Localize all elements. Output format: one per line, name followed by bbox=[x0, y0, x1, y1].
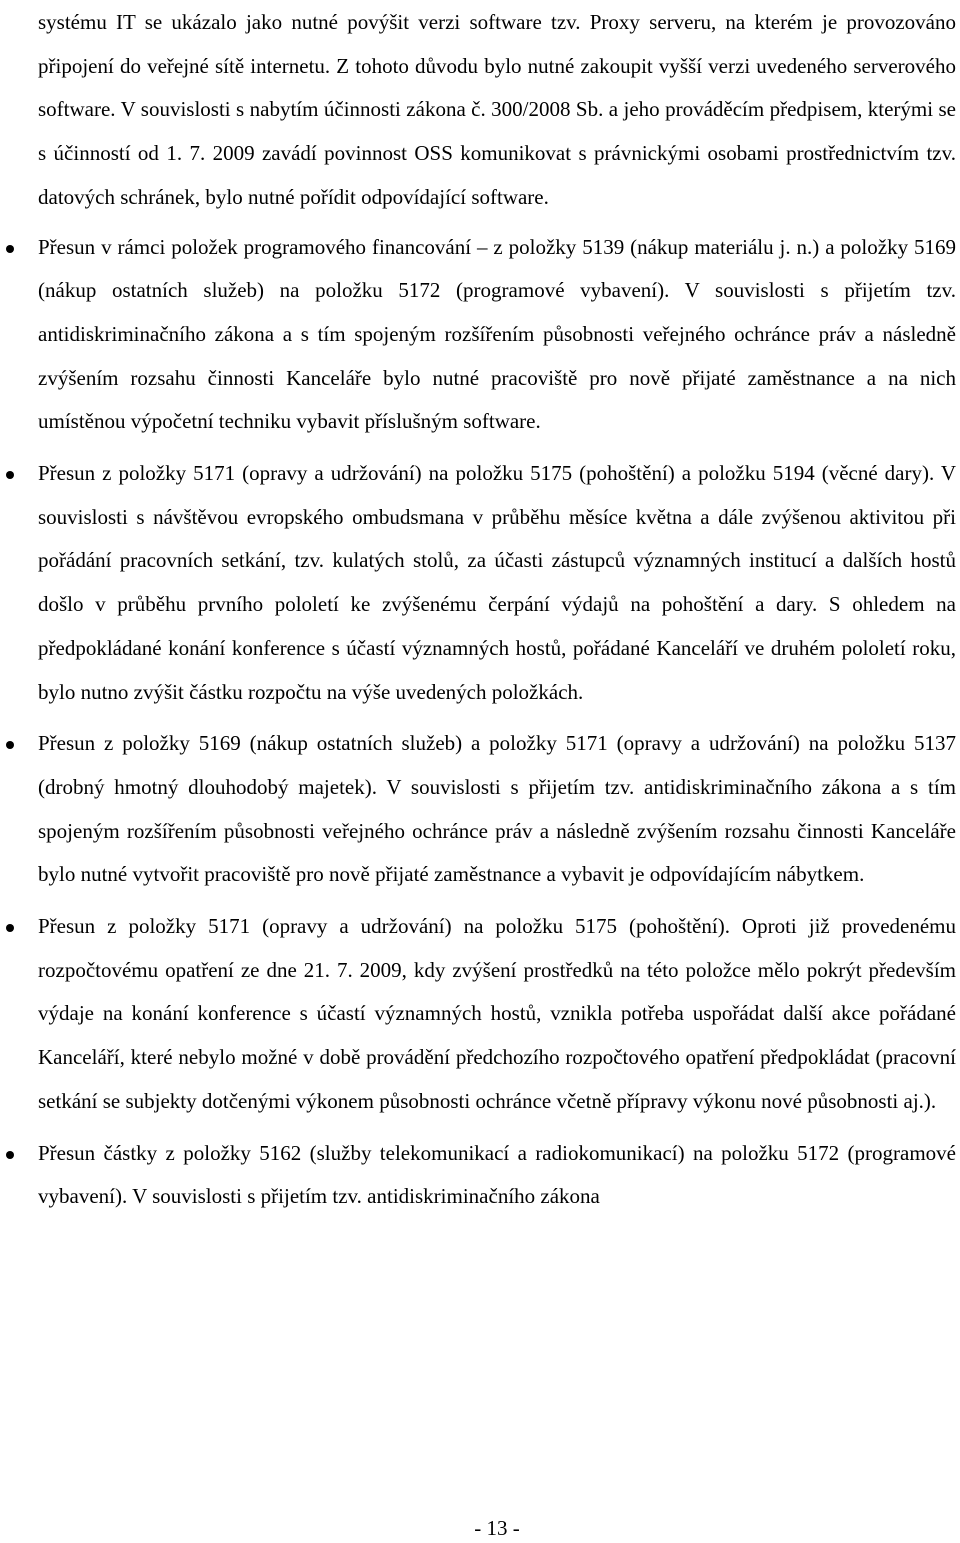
bullet-icon bbox=[6, 471, 14, 479]
bullet-icon bbox=[6, 741, 14, 749]
document-page bbox=[38, 0, 956, 1543]
page-number: - 13 - bbox=[474, 1516, 520, 1540]
bullet-item-2 bbox=[38, 452, 956, 714]
bullet-text: Přesun z položky 5171 (opravy a udržování) na položku 5175 (pohoštění). Oproti již provedenému rozpočtovému opatření ze dne 21. 7. 2009, kdy zvýšení prostředků na této položce mělo pokrýt především výdaje na konání konference s účastí významných hostů, vznikla potřeba uspořádat další akce pořádané Kanceláří, které nebylo možné v době provádění předchozího rozpočtového opatření předpokládat (pracovní setkání se subjekty dotčenými výkonem působnosti ochránce včetně přípravy výkonu nové působnosti aj.). bbox=[38, 914, 956, 1113]
bullet-item-1 bbox=[38, 226, 956, 445]
continuation-paragraph: systému IT se ukázalo jako nutné povýšit verzi software tzv. Proxy serveru, na kterém je provozováno připojení do veřejné sítě internetu. Z tohoto důvodu bylo nutné zakoupit vyšší verzi uvedeného serverového software. V souvislosti s nabytím účinnosti zákona č. 300/2008 Sb. a jeho prováděcím předpisem, kterými se s účinností od 1. 7. 2009 zavádí povinnost OSS komunikovat s právnickými osobami prostřednictvím tzv. datových schránek, bylo nutné pořídit odpovídající software. bbox=[38, 10, 956, 209]
bullet-text: Přesun z položky 5169 (nákup ostatních služeb) a položky 5171 (opravy a udržování) na položku 5137 (drobný hmotný dlouhodobý majetek). V souvislosti s přijetím tzv. antidiskriminačního zákona a s tím spojeným rozšířením působnosti veřejného ochránce práv a následně zvýšením rozsahu činnosti Kanceláře bylo nutné vytvořit pracoviště pro nově přijaté zaměstnance a vybavit je odpovídajícím nábytkem. bbox=[38, 731, 956, 887]
bullet-item-4 bbox=[38, 905, 956, 1124]
bullet-item-3 bbox=[38, 722, 956, 897]
bullet-text: Přesun z položky 5171 (opravy a udržování) na položku 5175 (pohoštění) a položku 5194 (věcné dary). V souvislosti s návštěvou evropského ombudsmana v průběhu měsíce května a dále zvýšenou aktivitou při pořádání pracovních setkání, tzv. kulatých stolů, za účasti zástupců významných institucí a dalších hostů došlo v průběhu prvního pololetí ke zvýšenému čerpání výdajů na pohoštění a dary. S ohledem na předpokládané konání konference s účastí významných hostů, pořádané Kanceláří ve druhém pololetí roku, bylo nutno zvýšit částku rozpočtu na výše uvedených položkách. bbox=[38, 461, 956, 704]
bullet-icon bbox=[6, 924, 14, 932]
bullet-list bbox=[38, 226, 956, 1219]
bullet-text: Přesun v rámci položek programového financování – z položky 5139 (nákup materiálu j. n.) a položky 5169 (nákup ostatních služeb) na položku 5172 (programové vybavení). V souvislosti s přijetím tzv. antidiskriminačního zákona a s tím spojeným rozšířením působnosti veřejného ochránce práv a následně zvýšením rozsahu činnosti Kanceláře bylo nutné pracoviště pro nově přijaté zaměstnance a na nich umístěnou výpočetní techniku vybavit příslušným software. bbox=[38, 234, 956, 434]
bullet-item-5 bbox=[38, 1132, 956, 1219]
bullet-icon bbox=[6, 245, 14, 253]
bullet-icon bbox=[6, 1151, 14, 1159]
bullet-text: Přesun částky z položky 5162 (služby telekomunikací a radiokomunikací) na položku 5172 (programové vybavení). V souvislosti s přijetím tzv. antidiskriminačního zákona bbox=[38, 1140, 956, 1209]
